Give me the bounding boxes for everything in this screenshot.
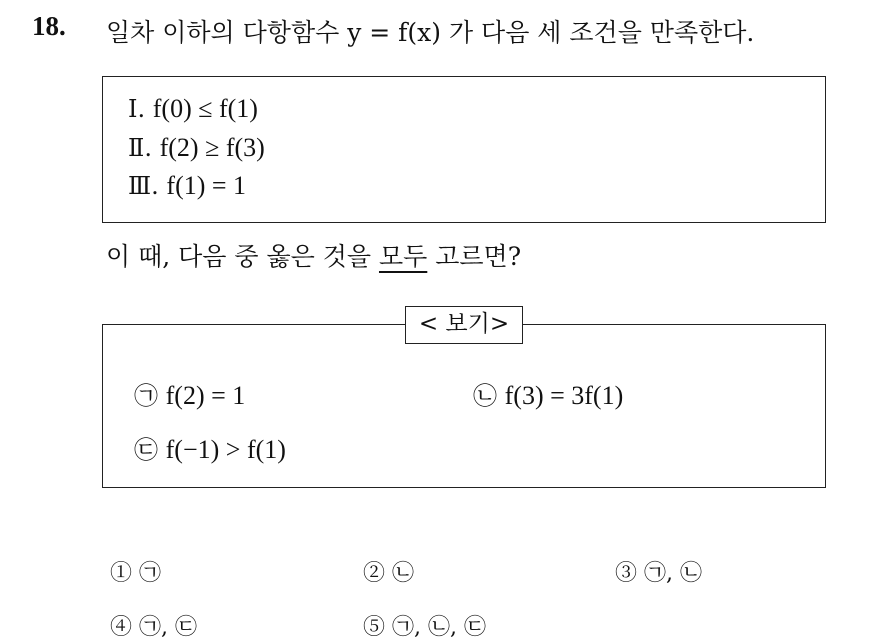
bogi-item-c: [134, 430, 286, 465]
condition-label: Ⅰ.: [128, 95, 146, 123]
choice-number: ③: [615, 561, 638, 586]
choice-text: ㉠, ㉡: [644, 561, 703, 586]
condition-label: Ⅱ.: [128, 134, 152, 162]
bogi-item-expr: f(2) = 1: [165, 381, 246, 410]
bogi-item-label: ㉢: [134, 436, 158, 464]
choice-text: ㉠, ㉢: [139, 615, 198, 640]
question-stem: 일차 이하의 다항함수 y = f(x) 가 다음 세 조건을 만족한다.: [106, 18, 755, 47]
choice-text: ㉡: [392, 561, 415, 586]
answer-choice-4[interactable]: [110, 610, 197, 641]
answer-choice-5[interactable]: [363, 610, 486, 641]
condition-2: [128, 133, 265, 163]
answer-choice-3[interactable]: [615, 556, 702, 587]
answer-choice-2[interactable]: [363, 556, 414, 587]
sub-question-text: 이 때, 다음 중 옳은 것을: [106, 242, 379, 271]
condition-1: [128, 94, 258, 124]
choice-text: ㉠: [139, 561, 162, 586]
condition-3: [128, 171, 246, 201]
sub-question-end: 고르면?: [427, 242, 522, 271]
bogi-item-expr: f(−1) > f(1): [165, 435, 286, 464]
bogi-item-b: [473, 376, 623, 411]
sub-question: [106, 237, 521, 273]
choice-number: ②: [363, 561, 386, 586]
bogi-title: < 보기>: [405, 306, 523, 344]
choice-number: ①: [110, 561, 133, 586]
choice-number: ⑤: [363, 615, 386, 640]
condition-expr: f(0) ≤ f(1): [152, 94, 258, 123]
bogi-item-label: ㉠: [134, 382, 158, 410]
underlined-word: 모두: [378, 242, 428, 271]
condition-expr: f(2) ≥ f(3): [159, 133, 265, 162]
answer-choice-1[interactable]: [110, 556, 161, 587]
condition-expr: f(1) = 1: [166, 171, 247, 200]
choice-text: ㉠, ㉡, ㉢: [392, 615, 486, 640]
choice-number: ④: [110, 615, 133, 640]
bogi-item-a: [134, 376, 245, 411]
bogi-item-expr: f(3) = 3f(1): [504, 381, 624, 410]
bogi-item-label: ㉡: [473, 382, 497, 410]
question-number: 18.: [32, 11, 66, 41]
condition-label: Ⅲ.: [128, 172, 159, 200]
